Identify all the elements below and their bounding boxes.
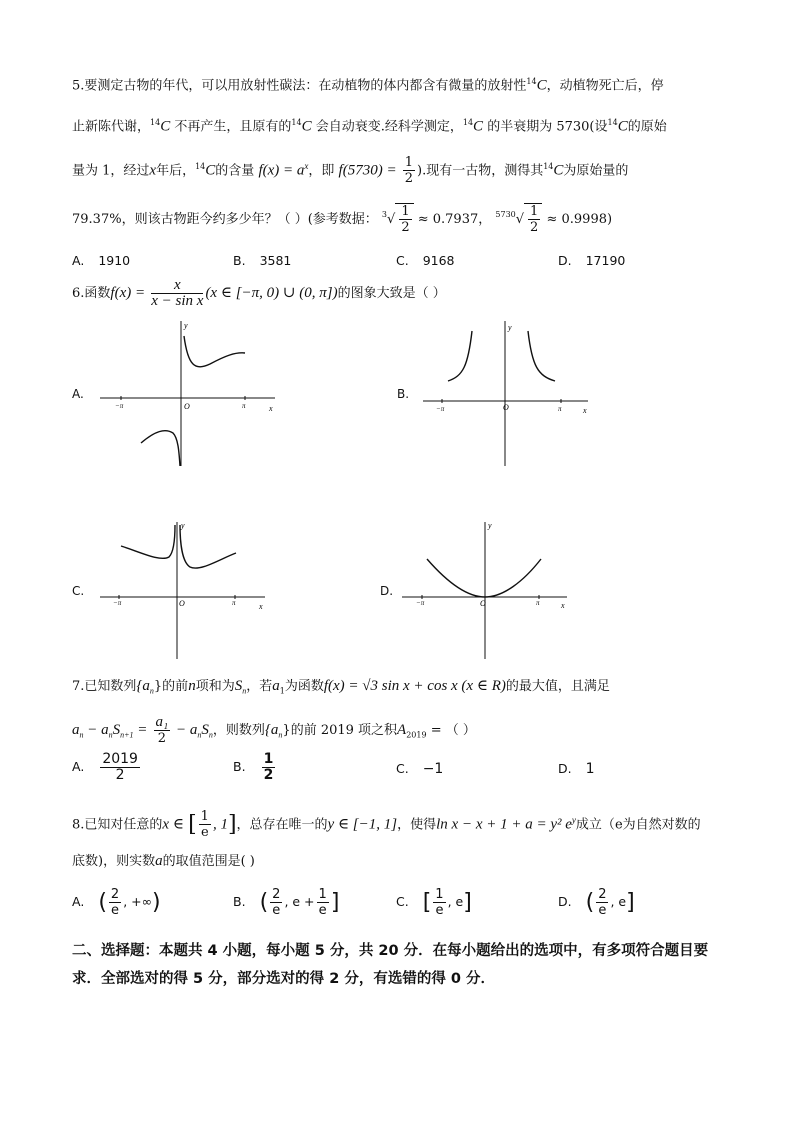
graph-a-pi: π: [242, 402, 246, 410]
q5-option-a: A. 1910: [72, 253, 131, 268]
q6-option-d-label: D.: [380, 584, 394, 598]
q6-fraction: $\frac{x}{\text{x − sin x}}$: [151, 277, 204, 309]
root-5730-half: $^{5730}$√ $\frac{1}{2}$: [495, 203, 542, 236]
graph-d-pi: π: [536, 599, 540, 607]
graph-a-neg-pi: −π: [115, 402, 124, 410]
q8-option-a: A. ( $\frac{2}{e}$ , +∞): [72, 887, 161, 918]
q5-option-d: D. 17190: [558, 253, 626, 268]
q8-option-d: D. ( $\frac{2}{e}$ , e]: [558, 887, 635, 918]
graph-b-pi: π: [558, 405, 562, 413]
graph-a: [95, 316, 285, 471]
cube-root-half: $^3$√ $\frac{1}{2}$: [382, 203, 414, 236]
graph-c-origin: O: [179, 599, 185, 608]
graph-c-x-label: x: [259, 602, 263, 611]
graph-c: [95, 517, 275, 662]
graph-b-x-label: x: [583, 406, 587, 415]
q6-option-b-label: B.: [397, 387, 410, 401]
q6-option-c-label: C.: [72, 584, 85, 598]
q7-fraction: $\frac{\text{a₁}}{2}$: [155, 714, 169, 746]
q8-option-b: B. ( $\frac{2}{e}$ , e + $\frac{1}{e}$ ]: [233, 887, 340, 918]
q5-line4: 79.37%，则该古物距今约多少年？（ ）(参考数据： $^3$√ $\frac{1}{2}$ ≈ 0.7937， $^{5730}$√ $\frac{1}{2}$ ≈ 0.9998): [72, 204, 613, 235]
section-2-heading: 二、选择题：本题共 4 小题，每小题 5 分，共 20 分．在每小题给出的选项中，有多项符合题目要求．全部选对的得 5 分，部分选对的得 2 分，有选错的得 0 分．: [72, 943, 709, 987]
graph-d: [397, 517, 577, 662]
graph-d-neg-pi: −π: [416, 599, 425, 607]
graph-d-origin: O: [480, 599, 486, 608]
q6-option-a-label: A.: [72, 387, 84, 401]
graph-c-neg-pi: −π: [113, 599, 122, 607]
q8-line2: 底数)，则实数a的取值范围是( ): [72, 853, 255, 869]
graph-b-y-label: y: [508, 323, 512, 332]
graph-a-y-label: y: [184, 321, 188, 330]
half-fraction: $\frac{1}{2}$: [404, 155, 413, 187]
graph-b: [418, 316, 598, 471]
graph-b-neg-pi: −π: [436, 405, 445, 413]
graph-d-y-label: y: [488, 521, 492, 530]
q7-option-b: B. $\frac{1}{2}$: [233, 751, 274, 783]
q7-option-c: C. −1: [396, 761, 444, 777]
q5-option-b: B. 3581: [233, 253, 292, 268]
q7-option-d: D. 1: [558, 761, 595, 777]
q8-line1: 8.已知对任意的x ∈ [ $\frac{1}{e}$ , 1]，总存在唯一的y ∈ [−1, 1]，使得ln x − x + 1 + a = y² $e^y$成立（e为自然对数的: [72, 809, 701, 841]
graph-b-origin: O: [503, 403, 509, 412]
graph-c-pi: π: [232, 599, 236, 607]
graph-a-origin: O: [184, 402, 190, 411]
q5-line3: 量为 1，经过x年后，$^{14}$C的含量 $f(x) = a^x$，即 f(5730) = $\frac{1}{2}$ ).现有一古物，测得其$^{14}$C为原始量的: [72, 155, 629, 187]
q6-stem: 6.函数f(x) = $\frac{x}{\text{x − sin x}}$ (x ∈ [−π, 0) ∪ (0, π])的图象大致是（ ）: [72, 277, 446, 309]
q7-line2: $a_n - a_nS_{n+1}$ = $\frac{\text{a₁}}{2}$ − $a_nS_n$，则数列$\{a_n\}$的前 2019 项之积$A_{2019}$ = （ ）: [72, 714, 476, 746]
q5-option-c: C. 9168: [396, 253, 455, 268]
q8-option-c: C. [ $\frac{1}{e}$ , e]: [396, 887, 472, 918]
graph-a-x-label: x: [269, 404, 273, 413]
q7-option-a: A. $\frac{2019}{2}$: [72, 751, 138, 783]
q5-line2: 止新陈代谢，$^{14}$C 不再产生，且原有的$^{14}$C 会自动衰变.经科学测定，$^{14}$C 的半衰期为 5730(设$^{14}$C的原始: [72, 118, 667, 135]
graph-d-x-label: x: [561, 601, 565, 610]
q7-line1: 7.已知数列$\{a_n\}$的前n项和为$S_n$，若$a_1$为函数f(x) = √3 sin x + cos x (x ∈ R)的最大值，且满足: [72, 678, 610, 696]
q5-line1: 5.要测定古物的年代，可以用放射性碳法：在动植物的体内都含有微量的放射性$^{14}$C，动植物死亡后，停: [72, 77, 664, 94]
graph-c-y-label: y: [181, 521, 185, 530]
